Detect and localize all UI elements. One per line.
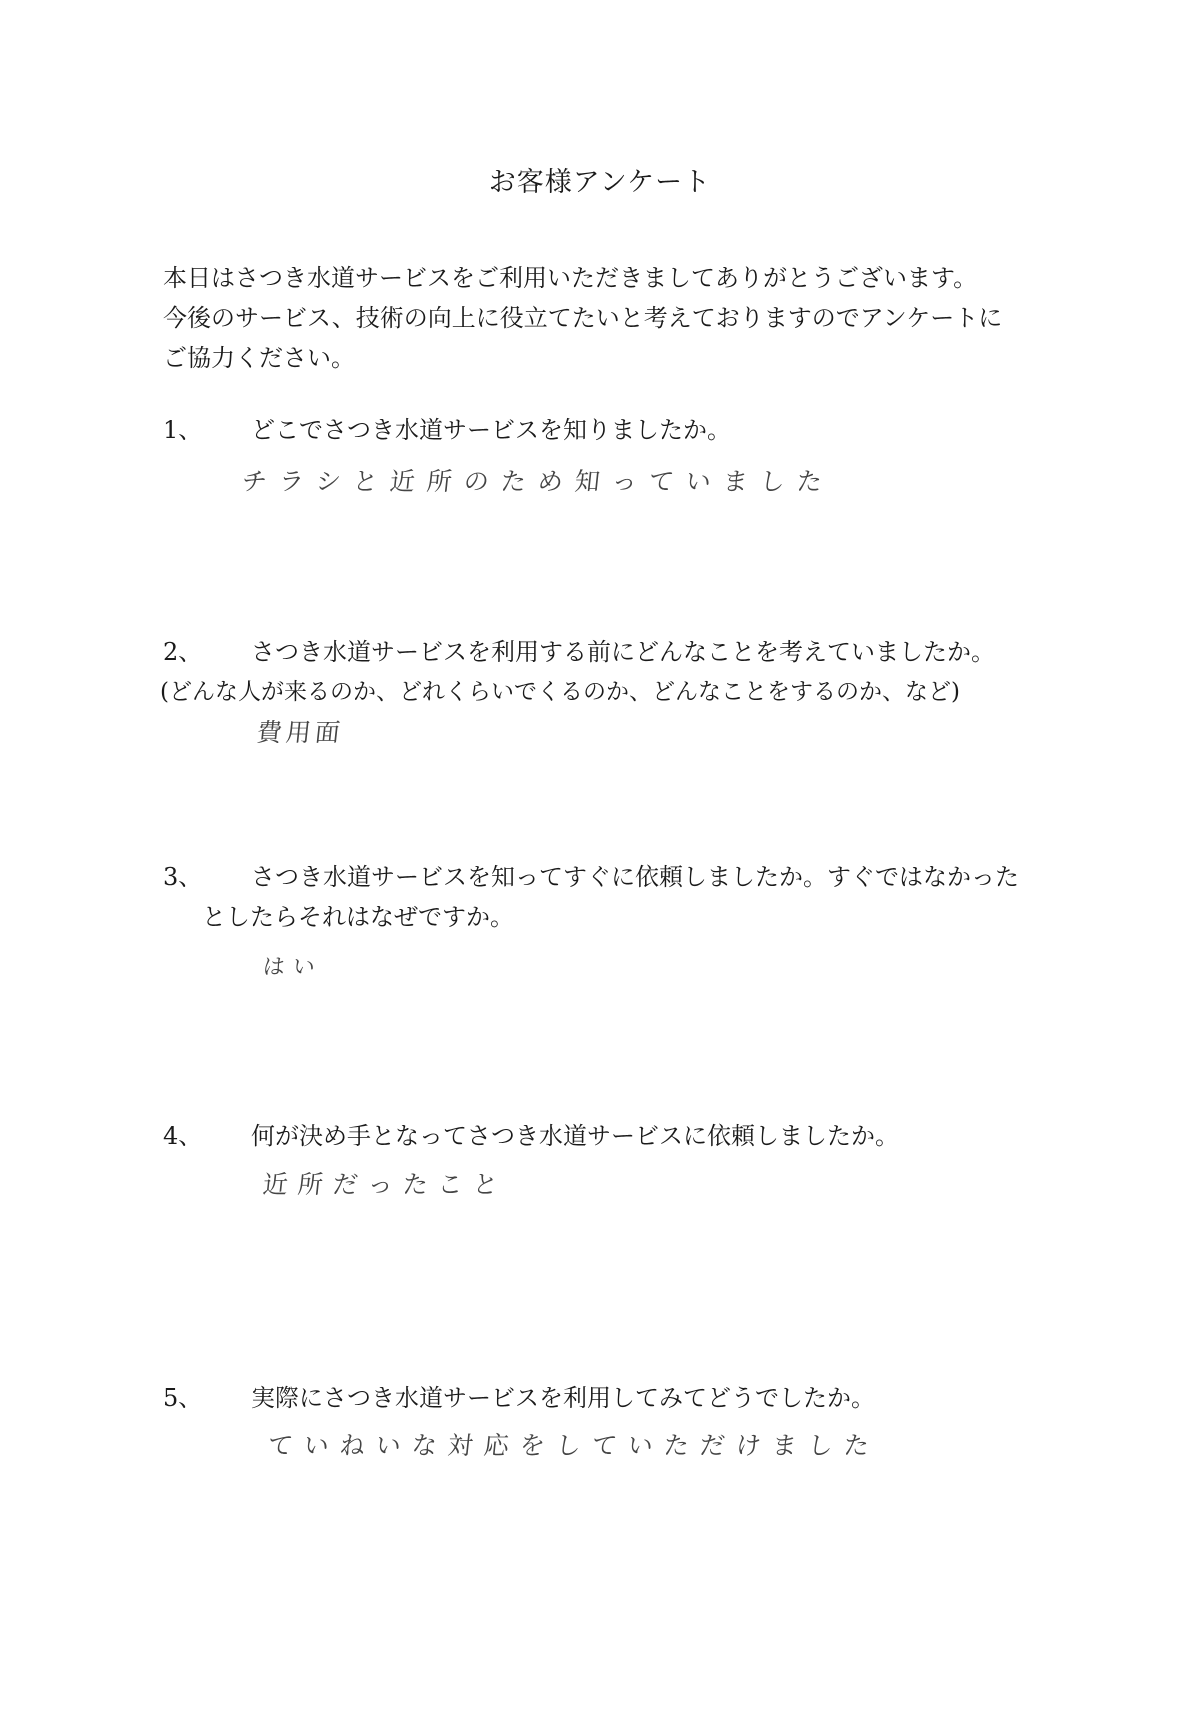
page-title: お客様アンケート: [488, 167, 712, 198]
question-3-continuation: [202, 897, 514, 937]
question-number: 5、: [163, 1384, 203, 1412]
question-text: 実際にさつき水道サービスを利用してみてどうでしたか。: [251, 1384, 875, 1412]
question-2: [163, 632, 995, 672]
question-text-continued: としたらそれはなぜですか。: [202, 903, 514, 931]
question-text: どこでさつき水道サービスを知りましたか。: [251, 416, 731, 444]
question-number: 2、: [163, 638, 203, 666]
question-4: [163, 1116, 899, 1156]
intro-line: 今後のサービス、技術の向上に役立てたいと考えておりますのでアンケートに: [163, 304, 1003, 332]
question-number: 1、: [163, 416, 203, 444]
answer-1: チラシと近所のため知っていました: [240, 467, 836, 496]
question-text: さつき水道サービスを知ってすぐに依頼しましたか。すぐではなかった: [251, 863, 1019, 891]
question-text: さつき水道サービスを利用する前にどんなことを考えていましたか。: [251, 638, 995, 666]
question-text: 何が決め手となってさつき水道サービスに依頼しましたか。: [251, 1122, 899, 1150]
question-1: [163, 410, 731, 450]
intro-line: ご協力ください。: [163, 344, 355, 372]
intro-text: [163, 258, 1063, 378]
question-note: (どんな人が来るのか、どれくらいでくるのか、どんなことをするのか、など): [160, 679, 960, 705]
question-3: [163, 857, 1019, 897]
answer-5: ていねいな対応をしていただけました: [266, 1431, 882, 1460]
answer-4: 近所だったこと: [261, 1170, 510, 1199]
question-number: 3、: [163, 863, 203, 891]
answer-3: はい: [261, 955, 325, 980]
answer-2: 費用面: [255, 718, 346, 747]
question-5: [163, 1378, 875, 1418]
intro-line: 本日はさつき水道サービスをご利用いただきましてありがとうございます。: [163, 264, 978, 292]
question-2-note: [160, 672, 960, 712]
question-number: 4、: [163, 1122, 203, 1150]
